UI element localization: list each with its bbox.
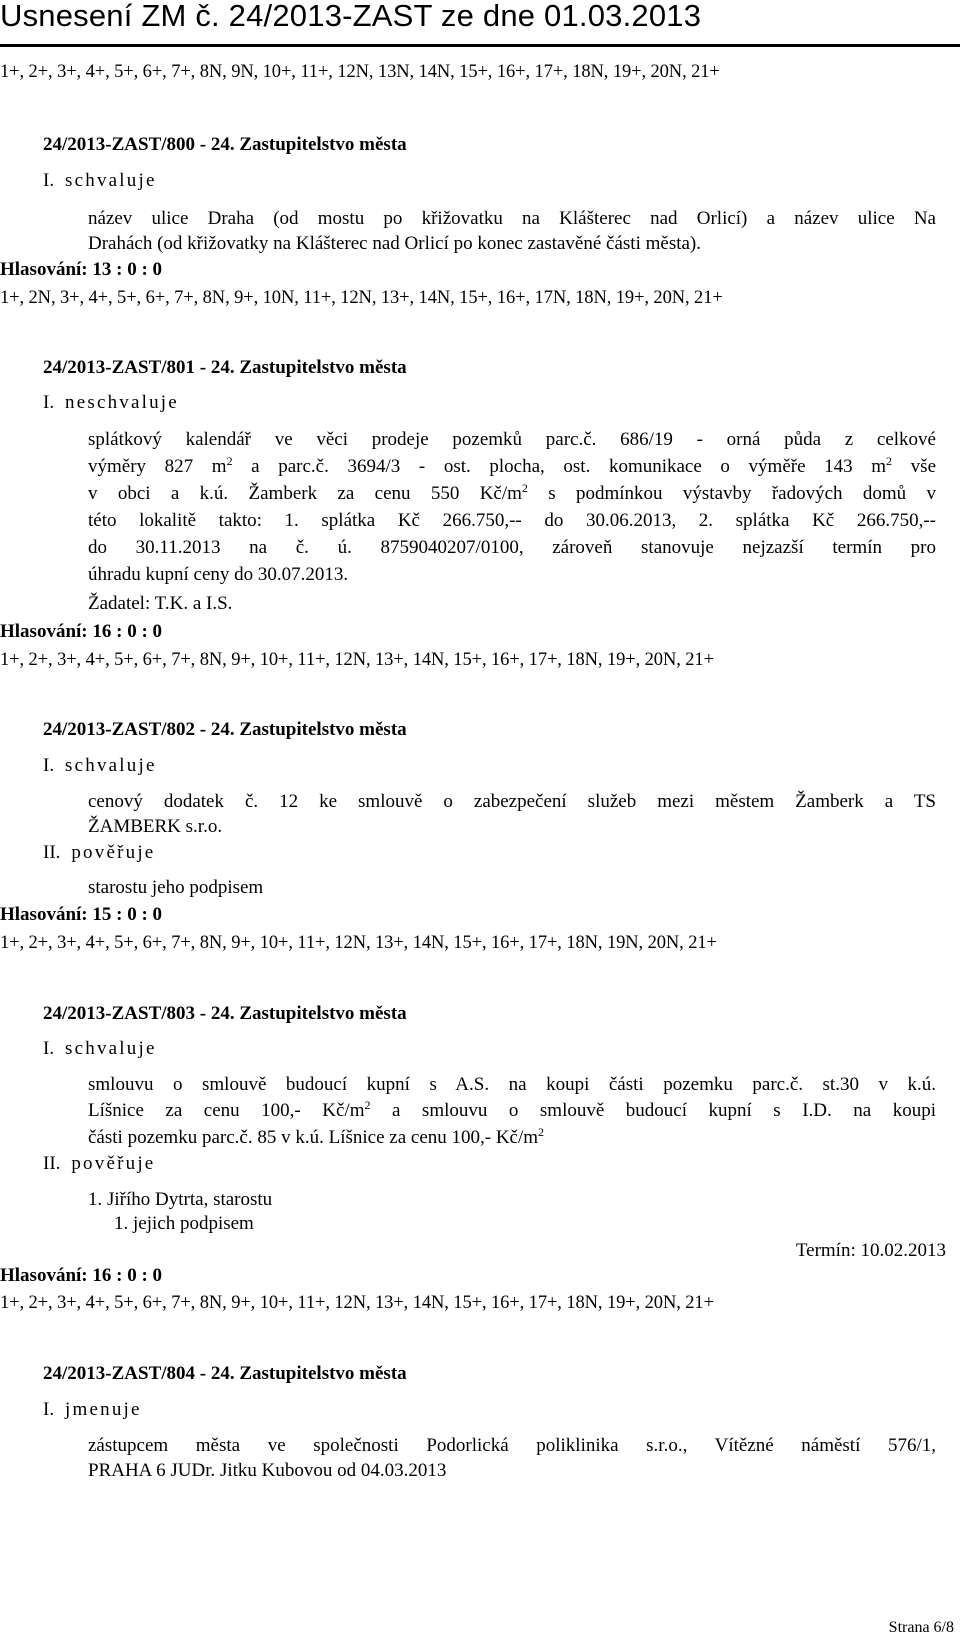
text-part: Líšnice za cenu 100,- Kč/m: [88, 1100, 365, 1121]
verb-number: I.: [43, 1038, 55, 1059]
superscript: 2: [538, 1125, 545, 1139]
header-rule: [0, 44, 960, 47]
resolution-text: do 30.11.2013 na č. ú. 8759040207/0100, zároveň stanovuje nejzazší termín pro: [88, 537, 936, 558]
verb-number: II.: [43, 842, 61, 863]
verb-number: I.: [43, 170, 55, 191]
resolution-text: ŽAMBERK s.r.o.: [88, 816, 223, 837]
verb-text: pověřuje: [71, 1153, 156, 1174]
resolution-verb: [43, 754, 157, 778]
resolution-text: smlouvu o smlouvě budoucí kupní s A.S. na koupi části pozemku parc.č. st.30 v k.ú.: [88, 1074, 936, 1095]
vote-record: 1+, 2+, 3+, 4+, 5+, 6+, 7+, 8N, 9N, 10+, 11+, 12N, 13N, 14N, 15+, 16+, 17+, 18N, 19+, 20N, 21+: [0, 62, 720, 82]
resolution-text: [88, 482, 936, 506]
text-part: vše: [892, 456, 936, 477]
verb-text: schvaluje: [65, 170, 157, 191]
resolution-text: cenový dodatek č. 12 ke smlouvě o zabezpečení služeb mezi městem Žamberk a TS: [88, 791, 936, 812]
text-part: s podmínkou výstavby řadových domů v: [527, 483, 937, 504]
resolution-verb: [43, 169, 157, 193]
verb-number: I.: [43, 755, 55, 776]
resolution-text: zástupcem města ve společnosti Podorlická poliklinika s.r.o., Vítězné náměstí 576/1,: [88, 1435, 936, 1456]
resolution-verb: [43, 1037, 157, 1061]
verb-text: neschvaluje: [65, 392, 179, 413]
verb-text: jmenuje: [65, 1399, 142, 1420]
resolution-verb: [43, 1152, 155, 1176]
resolution-text: [88, 1126, 544, 1150]
superscript: 2: [364, 1098, 371, 1112]
superscript: 2: [226, 454, 233, 468]
voting-result: Hlasování: 15 : 0 : 0: [0, 904, 163, 925]
verb-number: I.: [43, 392, 55, 413]
resolution-text: 1. Jiřího Dytrta, starostu: [88, 1189, 273, 1210]
resolution-text: [88, 455, 936, 479]
resolution-title: 24/2013-ZAST/804 - 24. Zastupitelstvo města: [43, 1363, 407, 1384]
text-part: části pozemku parc.č. 85 v k.ú. Líšnice za cenu 100,- Kč/m: [88, 1127, 539, 1148]
applicant: Žadatel: T.K. a I.S.: [88, 593, 233, 614]
resolution-text: splátkový kalendář ve věci prodeje pozemků parc.č. 686/19 - orná půda z celkové: [88, 429, 936, 450]
resolution-text: název ulice Draha (od mostu po křižovatku na Klášterec nad Orlicí) a název ulice Na: [88, 208, 936, 229]
resolution-text: [88, 1099, 936, 1123]
document-title: Usnesení ZM č. 24/2013-ZAST ze dne 01.03.2013: [0, 0, 702, 33]
resolution-text: Drahách (od křižovatky na Klášterec nad Orlicí po konec zastavěné části města).: [88, 233, 702, 254]
vote-record: 1+, 2+, 3+, 4+, 5+, 6+, 7+, 8N, 9+, 10+, 11+, 12N, 13+, 14N, 15+, 16+, 17+, 18N, 19N, 20N, 21+: [0, 933, 717, 953]
superscript: 2: [886, 454, 893, 468]
text-part: a smlouvu o smlouvě budoucí kupní s I.D. na koupi: [370, 1100, 936, 1121]
resolution-text: starostu jeho podpisem: [88, 877, 264, 898]
verb-number: I.: [43, 1399, 55, 1420]
verb-text: pověřuje: [71, 842, 156, 863]
resolution-verb: [43, 391, 179, 415]
voting-result: Hlasování: 13 : 0 : 0: [0, 259, 163, 280]
voting-result: Hlasování: 16 : 0 : 0: [0, 1265, 163, 1286]
verb-text: schvaluje: [65, 755, 157, 776]
resolution-text: PRAHA 6 JUDr. Jitku Kubovou od 04.03.2013: [88, 1460, 447, 1481]
page-number: Strana 6/8: [888, 1619, 954, 1636]
voting-result: Hlasování: 16 : 0 : 0: [0, 621, 163, 642]
resolution-verb: [43, 1398, 142, 1422]
resolution-title: 24/2013-ZAST/802 - 24. Zastupitelstvo města: [43, 719, 407, 740]
vote-record: 1+, 2N, 3+, 4+, 5+, 6+, 7+, 8N, 9+, 10N, 11+, 12N, 13+, 14N, 15+, 16+, 17N, 18N, 19+, 20N, 21+: [0, 288, 723, 308]
verb-text: schvaluje: [65, 1038, 157, 1059]
superscript: 2: [521, 481, 528, 495]
text-part: v obci a k.ú. Žamberk za cenu 550 Kč/m: [88, 483, 522, 504]
text-part: a parc.č. 3694/3 - ost. plocha, ost. komunikace o výměře 143 m: [232, 456, 887, 477]
resolution-text: úhradu kupní ceny do 30.07.2013.: [88, 564, 349, 585]
resolution-title: 24/2013-ZAST/803 - 24. Zastupitelstvo města: [43, 1003, 407, 1024]
vote-record: 1+, 2+, 3+, 4+, 5+, 6+, 7+, 8N, 9+, 10+, 11+, 12N, 13+, 14N, 15+, 16+, 17+, 18N, 19+, 20N, 21+: [0, 650, 714, 670]
resolution-title: 24/2013-ZAST/801 - 24. Zastupitelstvo města: [43, 357, 407, 378]
text-part: výměry 827 m: [88, 456, 227, 477]
vote-record: 1+, 2+, 3+, 4+, 5+, 6+, 7+, 8N, 9+, 10+, 11+, 12N, 13+, 14N, 15+, 16+, 17+, 18N, 19+, 20N, 21+: [0, 1293, 714, 1313]
deadline: Termín: 10.02.2013: [795, 1240, 946, 1261]
resolution-title: 24/2013-ZAST/800 - 24. Zastupitelstvo města: [43, 134, 407, 155]
verb-number: II.: [43, 1153, 61, 1174]
resolution-text: 1. jejich podpisem: [114, 1213, 254, 1234]
resolution-verb: [43, 841, 155, 865]
resolution-text: této lokalitě takto: 1. splátka Kč 266.750,-- do 30.06.2013, 2. splátka Kč 266.750,--: [88, 510, 936, 531]
